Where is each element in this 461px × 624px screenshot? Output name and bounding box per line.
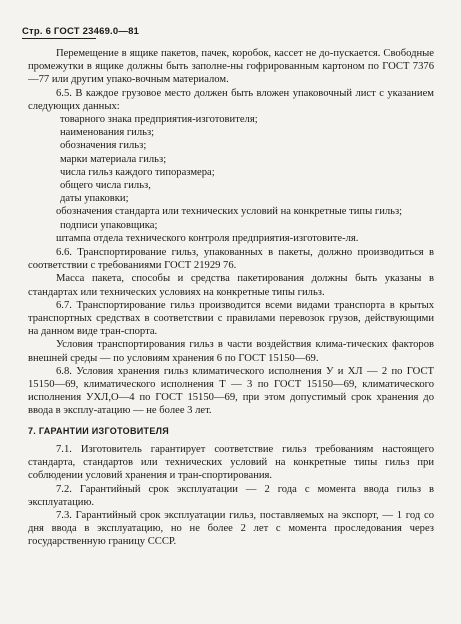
- paragraph-6-7-conditions: Условия транспортирования гильз в части воздействия клима-тических факторов внешней среды — по условиям хранения 6 по ГОСТ 15150—69.: [28, 339, 434, 364]
- list-item: марки материала гильз;: [60, 153, 167, 165]
- paragraph-7-2: 7.2. Гарантийный срок эксплуатации — 2 года с момента ввода гильз в эксплуатацию.: [28, 483, 434, 508]
- list-item: обозначения стандарта или технических условий на конкретные типы гильз;: [56, 206, 403, 218]
- page-header: Стр. 6 ГОСТ 23469.0—81: [22, 26, 140, 37]
- list-item: штампа отдела технического контроля предприятия-изготовите-ля.: [56, 232, 359, 244]
- list-item: даты упаковки;: [60, 193, 129, 205]
- paragraph-6-6-mass: Масса пакета, способы и средства пакетирования должны быть указаны в стандартах или технических условиях на конкретные типы гильз.: [28, 273, 434, 298]
- document-body: [28, 47, 434, 549]
- paragraph-6-7: 6.7. Транспортирование гильз производится всеми видами транспорта в крытых транспортных средствах в соответствии с правилами перевозок грузов, действующими на данном виде тран-спорта.: [28, 299, 434, 338]
- paragraph-6-6: 6.6. Транспортирование гильз, упакованных в пакеты, должно производиться в соответствии с требованиями ГОСТ 21929 76.: [28, 247, 434, 272]
- list-item: товарного знака предприятия-изготовителя;: [60, 114, 258, 126]
- paragraph-6-4-cont: Перемещение в ящике пакетов, пачек, коробок, кассет не до-пускается. Свободные промежутки в ящике должны быть заполне-ны гофрированным картоном по ГОСТ 7376—77 или другим упако-вочным материалом.: [28, 48, 434, 86]
- list-item: наименования гильз;: [60, 127, 155, 139]
- paragraph-7-3: 7.3. Гарантийный срок эксплуатации гильз, поставляемых на экспорт, — 1 год со дня ввода в эксплуатацию, но не более 2 лет с момента проследования через государственную границу СССР.: [28, 509, 434, 548]
- list-item: числа гильз каждого типоразмера;: [60, 166, 215, 178]
- paragraph-6-8: 6.8. Условия хранения гильз климатического исполнения У и ХЛ — 2 по ГОСТ 15150—69, климатического исполнения Т — 3 по ГОСТ 15150—69, климатического исполнения УХЛ,О—4 по ГОСТ 15150—69, при этом допустимый срок хранения до ввода в эксплу-атацию — не более 3 лет.: [28, 365, 434, 417]
- list-item: обозначения гильз;: [60, 140, 147, 152]
- section-title: 7. ГАРАНТИИ ИЗГОТОВИТЕЛЯ: [28, 425, 170, 436]
- list-item: общего числа гильз,: [60, 180, 151, 192]
- paragraph-6-5: 6.5. В каждое грузовое место должен быть вложен упаковочный лист с указанием следующих данных:: [28, 87, 434, 112]
- paragraph-7-1: 7.1. Изготовитель гарантирует соответствие гильз требованиям настоящего стандарта, стандартов или технических условий на конкретные типы гильз при соблюдении условий хранения и тран-спортирования.: [28, 443, 434, 482]
- list-item: подписи упаковщика;: [60, 219, 158, 231]
- header-underline: [22, 38, 96, 39]
